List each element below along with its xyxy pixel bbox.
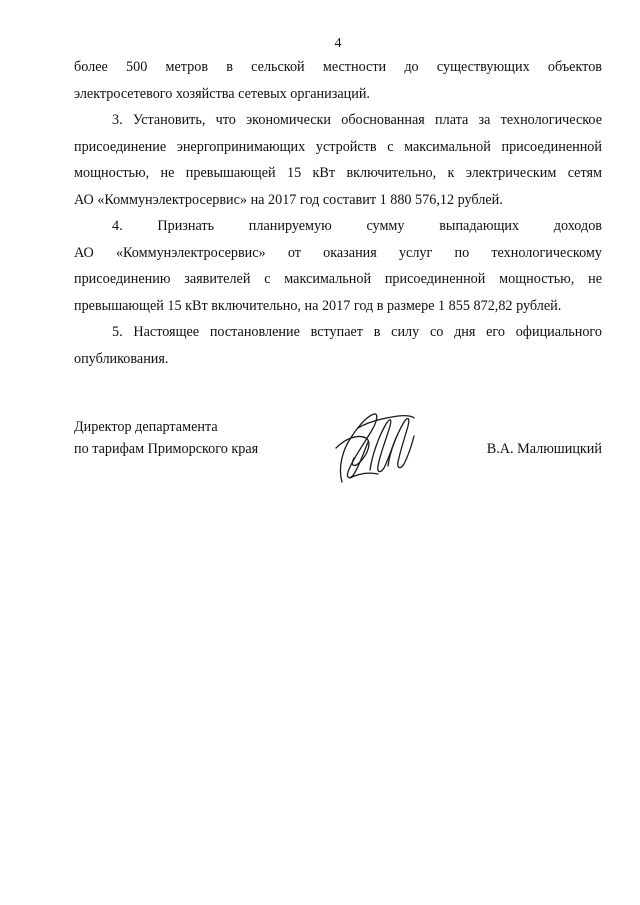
- text-line: присоединение энергопринимающих устройств с максимальной присоединенной: [74, 138, 602, 155]
- paragraph-item-3: [74, 107, 602, 213]
- text-line: АО «Коммунэлектросервис» от оказания услуг по технологическому: [74, 244, 602, 261]
- handwritten-signature: [328, 408, 418, 486]
- signer-title-line: по тарифам Приморского края: [74, 441, 259, 457]
- text-line: превышающей 15 кВт включительно, на 2017 год в размере 1 855 872,82 рублей.: [74, 297, 562, 314]
- text-line: более 500 метров в сельской местности до существующих объектов: [74, 59, 602, 75]
- document-body: [74, 54, 602, 372]
- text-line: АО «Коммунэлектросервис» на 2017 год составит 1 880 576,12 рублей.: [74, 191, 503, 208]
- page-number: 4: [334, 36, 342, 51]
- text-line: присоединению заявителей с максимальной присоединенной мощностью, не: [74, 271, 602, 287]
- signer-name: В.А. Малюшицкий: [486, 441, 602, 457]
- text-line: электросетевого хозяйства сетевых организаций.: [74, 85, 370, 102]
- text-line: 4. Признать планируемую сумму выпадающих доходов: [112, 218, 602, 234]
- signature-block: [74, 416, 602, 496]
- paragraph-item-4: [74, 213, 602, 319]
- text-line: 5. Настоящее постановление вступает в силу со дня его официального: [112, 324, 602, 340]
- text-line: 3. Установить, что экономически обоснованная плата за технологическое: [112, 112, 602, 128]
- text-line: опубликования.: [74, 350, 169, 367]
- text-line: мощностью, не превышающей 15 кВт включительно, к электрическим сетям: [74, 165, 602, 181]
- signer-title-line: Директор департамента: [74, 419, 218, 435]
- signer-title: [74, 416, 258, 460]
- paragraph-item-5: [74, 319, 602, 372]
- paragraph-continuation: [74, 54, 602, 107]
